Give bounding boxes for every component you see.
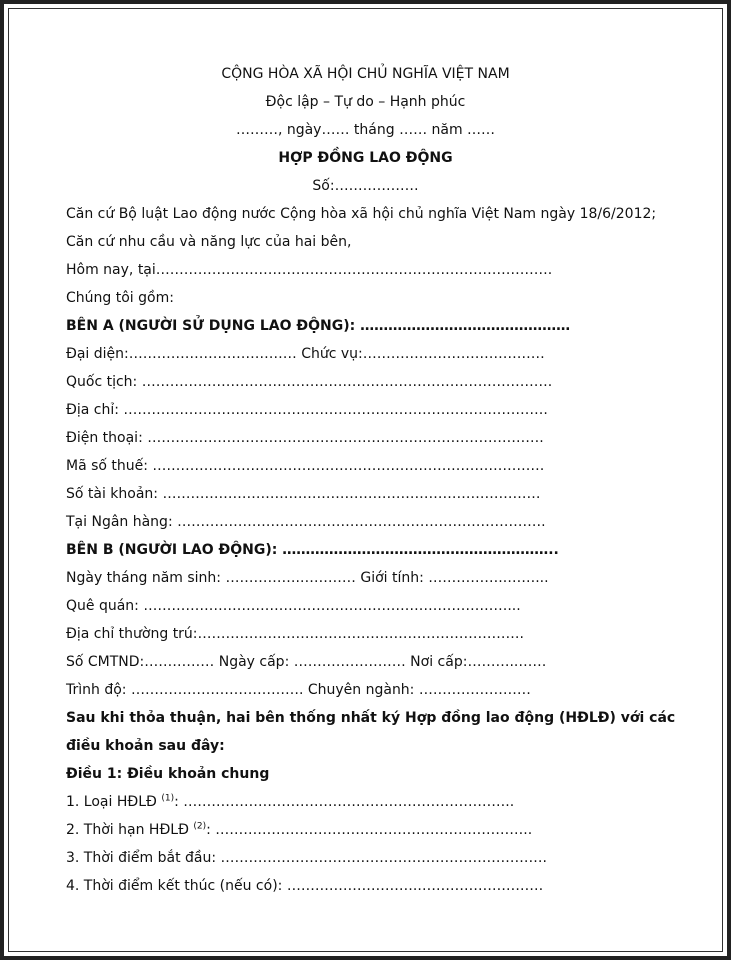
- party-a-nationality-field: Quốc tịch: …………………………………………………………………………….: [66, 374, 553, 390]
- article-1-item-contract-type: [66, 792, 514, 812]
- article-1-heading: Điều 1: Điều khoản chung: [66, 766, 270, 782]
- item-blank: : ……………………………………………………………..: [174, 794, 515, 810]
- agreement-statement-line2: điều khoản sau đây:: [66, 738, 225, 754]
- item-label: 2. Thời hạn HĐLĐ: [66, 822, 194, 838]
- item-label: 1. Loại HĐLĐ: [66, 794, 162, 810]
- party-b-birth-gender-field: Ngày tháng năm sinh: …………….………… Giới tính: ……………..……...: [66, 570, 549, 586]
- item-label: 3. Thời điểm bắt đầu:: [66, 850, 221, 866]
- party-b-hometown-field: Quê quán: ……………………………………………………………………...: [66, 598, 521, 614]
- party-a-tax-code-field: Mã số thuế: …………………………………………………………………………: [66, 458, 545, 474]
- footnote-marker: (2): [193, 821, 207, 832]
- party-a-representative-field: Đại diện:……………………………… Chức vụ:…………………………………: [66, 346, 545, 362]
- party-a-account-field: Số tài khoản: ………………………………………………………………………: [66, 486, 541, 502]
- article-1-item-start-date: [66, 848, 547, 868]
- preamble-line-legal-basis: Căn cứ Bộ luật Lao động nước Cộng hòa xã hội chủ nghĩa Việt Nam ngày 18/6/2012;: [66, 206, 657, 222]
- party-a-address-field: Địa chỉ: ……………………………………………………………………………….: [66, 402, 548, 418]
- party-b-heading: BÊN B (NGƯỜI LAO ĐỘNG): …………………………………………………..: [66, 542, 559, 558]
- place-date-line: ………, ngày…… tháng …… năm ……: [235, 122, 496, 138]
- item-blank: …………………………………………………………….: [220, 850, 547, 866]
- item-label: 4. Thời điểm kết thúc (nếu có):: [66, 878, 287, 894]
- party-a-bank-field: Tại Ngân hàng: …………………………………………………………………….: [66, 514, 546, 530]
- document-title: HỢP ĐỒNG LAO ĐỘNG: [278, 150, 453, 166]
- document-number: Số:………………: [312, 178, 419, 194]
- agreement-statement-line1: Sau khi thỏa thuận, hai bên thống nhất ký Hợp đồng lao động (HĐLĐ) với các: [66, 710, 676, 726]
- article-1-item-contract-term: [66, 820, 532, 840]
- item-blank: : …………………………………………………………..: [206, 822, 533, 838]
- preamble-line-location: Hôm nay, tại………………………………………………………………………….: [66, 262, 553, 278]
- party-b-address-field: Địa chỉ thường trú:…………………………………………………………….: [66, 626, 524, 642]
- party-a-phone-field: Điện thoại: ………………………………………………………………………….: [66, 430, 544, 446]
- party-b-education-field: Trình độ: ………………………………. Chuyên ngành: ……………………: [66, 682, 531, 698]
- item-blank: ……………………….………………………: [286, 878, 544, 894]
- party-b-id-card-field: Số CMTND:…………… Ngày cấp: …………………… Nơi cấp:………..……: [66, 654, 547, 670]
- national-motto: Độc lập – Tự do – Hạnh phúc: [265, 94, 466, 110]
- article-1-item-end-date: [66, 876, 543, 896]
- party-a-heading: BÊN A (NGƯỜI SỬ DỤNG LAO ĐỘNG): ………………………………………: [66, 318, 571, 334]
- footnote-marker: (1): [161, 793, 175, 804]
- preamble-line-parties: Chúng tôi gồm:: [66, 290, 174, 306]
- preamble-line-needs: Căn cứ nhu cầu và năng lực của hai bên,: [66, 234, 352, 250]
- national-title: CỘNG HÒA XÃ HỘI CHỦ NGHĨA VIỆT NAM: [221, 66, 510, 82]
